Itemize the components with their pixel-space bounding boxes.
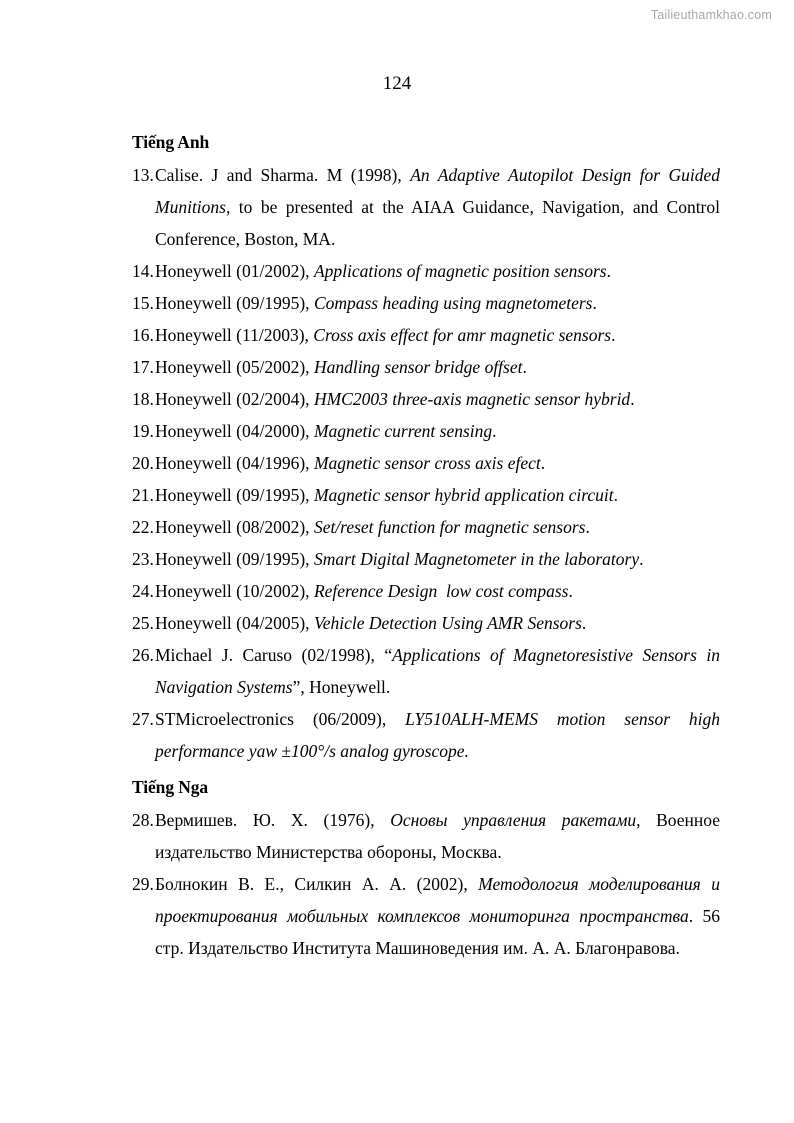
reference-title-italic: Основы управления ракетами [390, 810, 637, 831]
reference-text [155, 415, 720, 447]
reference-text-roman: Honeywell (04/1996), [155, 453, 314, 474]
reference-text [155, 351, 720, 383]
reference-title-italic: Handling sensor bridge offset [313, 357, 523, 378]
reference-number: 17. [132, 357, 154, 378]
reference-number: 29. [132, 874, 154, 895]
reference-text-roman: Calise. J and Sharma. M (1998), [155, 165, 411, 186]
reference-text [155, 703, 720, 767]
reference-entry [132, 511, 720, 543]
reference-text-roman: Honeywell (10/2002), [155, 581, 314, 602]
reference-text [155, 255, 720, 287]
reference-text-roman: Honeywell (01/2002), [155, 261, 314, 282]
reference-title-italic: Set/reset function for magnetic sensors [313, 517, 586, 538]
reference-text-roman: . [613, 485, 619, 506]
reference-number: 26. [132, 645, 154, 666]
reference-text-roman: Honeywell (09/1995), [155, 293, 314, 314]
reference-number: 25. [132, 613, 154, 634]
reference-text [155, 383, 720, 415]
reference-number: 21. [132, 485, 154, 506]
reference-title-italic: Magnetic sensor hybrid application circuit [313, 485, 614, 506]
reference-entry [132, 639, 720, 703]
reference-text-roman: , Военное издательство Министерства обороны, Москва. [155, 810, 720, 863]
reference-number: 24. [132, 581, 154, 602]
reference-entry [132, 287, 720, 319]
reference-text-roman: . [540, 453, 546, 474]
reference-entry [132, 479, 720, 511]
reference-text-roman: STMicroelectronics (06/2009), [155, 709, 406, 730]
reference-list [132, 159, 720, 767]
reference-text-roman: . [606, 261, 611, 282]
reference-text-roman: . [585, 517, 590, 538]
reference-entry [132, 543, 720, 575]
reference-text-roman: , to be presented at the AIAA Guidance, Navigation, and Control Conference, Boston, MA. [155, 197, 720, 250]
references-content [132, 131, 720, 964]
reference-text-roman: Honeywell (09/1995), [155, 549, 314, 570]
reference-text-roman: ”, Honeywell. [292, 677, 391, 698]
reference-number: 14. [132, 261, 154, 282]
reference-text [155, 543, 720, 575]
reference-number: 18. [132, 389, 154, 410]
reference-number: 16. [132, 325, 154, 346]
reference-entry [132, 703, 720, 767]
section-heading: Tiếng Nga [132, 777, 209, 798]
reference-text-roman: Honeywell (05/2002), [155, 357, 314, 378]
reference-entry [132, 383, 720, 415]
reference-text [155, 319, 720, 351]
reference-title-italic: Reference Design low cost compass [313, 581, 569, 602]
reference-title-italic: HMC2003 three-axis magnetic sensor hybrid [313, 389, 631, 410]
reference-text-roman: . [492, 421, 497, 442]
reference-number: 19. [132, 421, 154, 442]
reference-entry [132, 415, 720, 447]
reference-entry [132, 255, 720, 287]
reference-title-italic: Cross axis effect for amr magnetic sensors [313, 325, 612, 346]
section-heading: Tiếng Anh [132, 132, 210, 152]
reference-text-roman: . [611, 325, 616, 346]
reference-text [155, 479, 720, 511]
reference-title-italic: Smart Digital Magnetometer in the laboratory [313, 549, 640, 570]
reference-title-italic: Методология моделирования и проектирования мобильных комплексов мониторинга пространства [155, 874, 720, 927]
reference-entry [132, 319, 720, 351]
reference-text [155, 511, 720, 543]
reference-title-italic: Magnetic current sensing [313, 421, 493, 442]
reference-text-roman: . [568, 581, 573, 602]
reference-entry [132, 159, 720, 255]
reference-text [155, 159, 720, 255]
reference-text-roman: Honeywell (09/1995), [155, 485, 314, 506]
reference-title-italic: Magnetic sensor cross axis efect [313, 453, 541, 474]
reference-title-italic: LY510ALH-MEMS motion sensor high performance yaw ±100°/s analog gyroscope. [155, 709, 720, 762]
reference-title-italic: Applications of Magnetoresistive Sensors in Navigation Systems [155, 645, 720, 698]
reference-entry [132, 868, 720, 964]
reference-text [155, 804, 720, 868]
reference-title-italic: Applications of magnetic position sensors [313, 261, 607, 282]
reference-text-roman: Вермишев. Ю. Х. (1976), [155, 810, 391, 831]
reference-text-roman: Honeywell (02/2004), [155, 389, 314, 410]
page-number: 124 [382, 73, 412, 94]
site-watermark: Tailieuthamkhao.com [650, 8, 772, 22]
reference-number: 22. [132, 517, 154, 538]
reference-title-italic: Vehicle Detection Using AMR Sensors [313, 613, 582, 634]
reference-text-roman: . [522, 357, 527, 378]
reference-text-roman: . [639, 549, 644, 570]
reference-text-roman: Болнокин В. Е., Силкин А. А. (2002), [155, 874, 479, 895]
reference-text [155, 639, 720, 703]
reference-text-roman: Honeywell (04/2005), [155, 613, 314, 634]
reference-title-italic: An Adaptive Autopilot Design for Guided Munitions [155, 165, 720, 218]
reference-entry [132, 575, 720, 607]
reference-text-roman: Honeywell (08/2002), [155, 517, 314, 538]
reference-text [155, 607, 720, 639]
reference-number: 28. [132, 810, 154, 831]
reference-text-roman: Honeywell (11/2003), [155, 325, 314, 346]
reference-list [132, 804, 720, 964]
reference-text-roman: . 56 стр. Издательство Института Машиноведения им. А. А. Благонравова. [155, 906, 721, 959]
reference-text [155, 575, 720, 607]
reference-text-roman: Honeywell (04/2000), [155, 421, 314, 442]
references-sections [132, 131, 720, 964]
reference-entry [132, 607, 720, 639]
reference-text-roman: Michael J. Caruso (02/1998), “ [155, 645, 393, 666]
reference-entry [132, 447, 720, 479]
reference-number: 20. [132, 453, 154, 474]
reference-number: 13. [132, 165, 154, 186]
reference-entry [132, 804, 720, 868]
reference-text-roman: . [581, 613, 587, 634]
reference-text-roman: . [630, 389, 635, 410]
reference-entry [132, 351, 720, 383]
reference-text [155, 287, 720, 319]
reference-number: 27. [132, 709, 154, 730]
reference-text [155, 447, 720, 479]
reference-text [155, 868, 720, 964]
reference-title-italic: Compass heading using magnetometers [313, 293, 593, 314]
reference-number: 15. [132, 293, 154, 314]
reference-text-roman: . [592, 293, 597, 314]
reference-number: 23. [132, 549, 154, 570]
